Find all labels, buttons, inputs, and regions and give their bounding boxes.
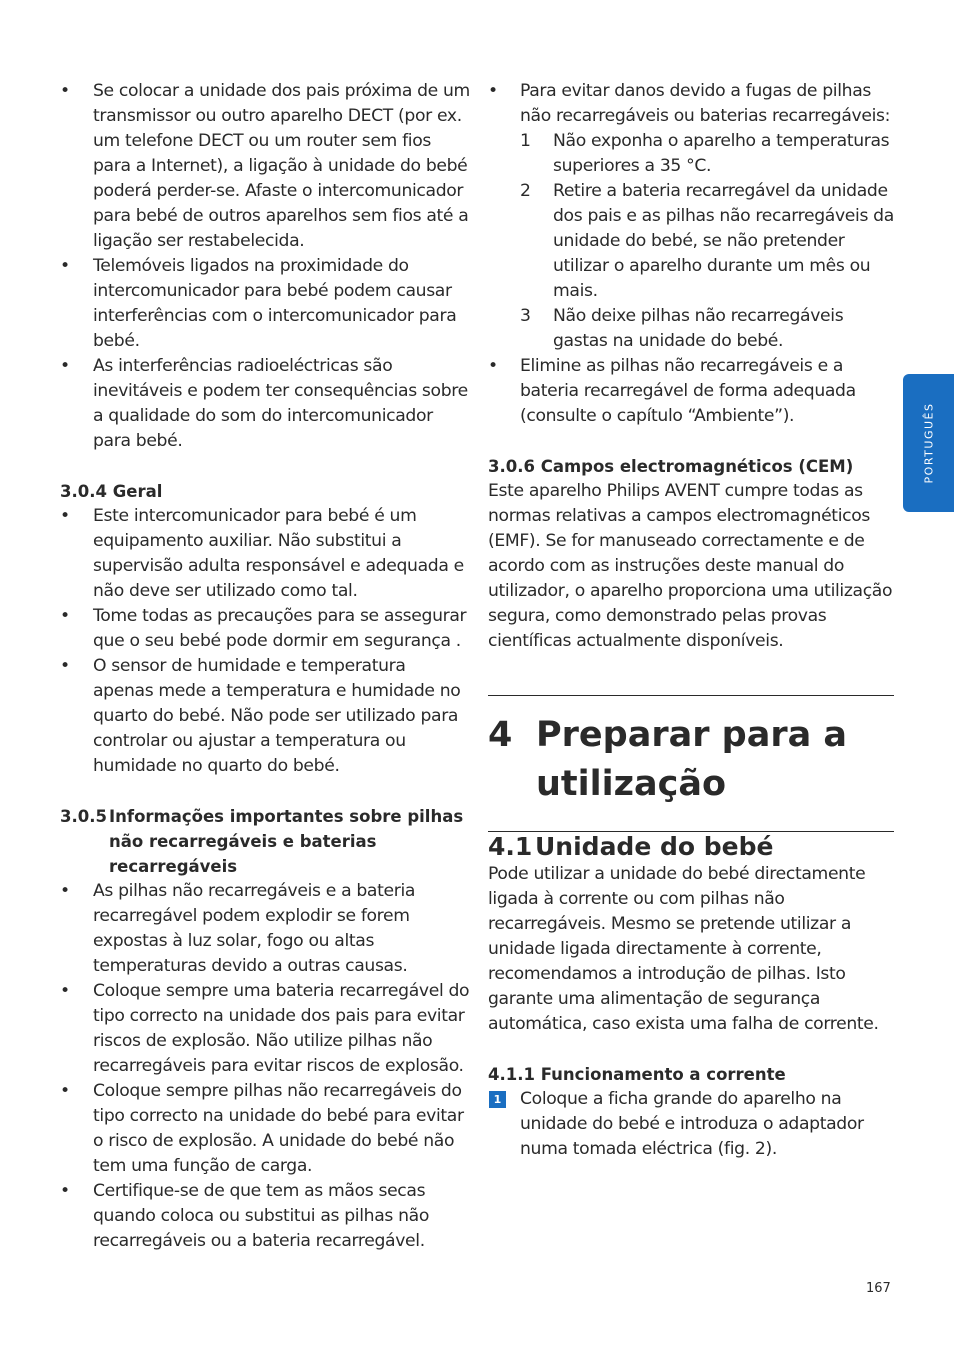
list-item: • Se colocar a unidade dos pais próxima de um transmissor ou outro aparelho DECT (por ex. um telefone DECT ou um router sem fios para a Internet), a ligação à unidade do bebé poderá perder-se. Afaste o intercomunicador para bebé de outros aparelhos sem fios até a ligação ser restabelecida.	[60, 81, 470, 251]
step-item: 1 Coloque a ficha grande do aparelho na unidade do bebé e introduza o adaptador numa tomada eléctrica (fig. 2).	[488, 1087, 894, 1162]
list-item: • As pilhas não recarregáveis e a bateria recarregável podem explodir se forem expostas à luz solar, fogo ou altas temperaturas devido a outras causas.	[60, 881, 416, 976]
section-heading-cem: 3.0.6 Campos electromagnéticos (CEM)	[488, 457, 854, 476]
list-item: • Coloque sempre uma bateria recarregável do tipo correcto na unidade dos pais para evitar riscos de explosão. Não utilize pilhas não recarregáveis para evitar riscos de explosão.	[60, 981, 470, 1076]
bullet-icon: •	[60, 1081, 70, 1101]
list-item: • O sensor de humidade e temperatura apenas mede a temperatura e humidade no quarto do bebé. Não pode ser utilizado para controlar ou ajustar a temperatura ou humidade no quarto do bebé.	[60, 656, 461, 776]
chapter-title: 4 Preparar para a utilização	[488, 715, 848, 804]
list-item: • Para evitar danos devido a fugas de pilhas não recarregáveis ou baterias recarregáveis:	[488, 81, 891, 126]
list-item: • As interferências radioeléctricas são inevitáveis e podem ter consequências sobre a qualidade do som do intercomunicador para bebé.	[60, 356, 468, 451]
list-item: • Certifique-se de que tem as mãos secas quando coloca ou substitui as pilhas não recarregáveis ou a bateria recarregável.	[60, 1181, 429, 1251]
language-tab: PORTUGUÊS	[903, 374, 954, 512]
section-heading-pilhas: 3.0.5 Informações importantes sobre pilhas não recarregáveis e baterias recarregáveis	[60, 807, 464, 876]
chapter-divider	[488, 695, 894, 696]
page-number: 167	[866, 1281, 891, 1296]
bullet-icon: •	[60, 606, 70, 626]
list-item: • Este intercomunicador para bebé é um equipamento auxiliar. Não substitui a supervisão adulta responsável e adequada e não deve ser utilizado como tal.	[60, 506, 464, 601]
bullet-icon: •	[60, 1181, 70, 1201]
numbered-item: 2 Retire a bateria recarregável da unidade dos pais e as pilhas não recarregáveis da unidade do bebé, se não pretender utilizar o aparelho durante um mês ou mais.	[520, 181, 894, 301]
list-item: • Elimine as pilhas não recarregáveis e a bateria recarregável de forma adequada (consulte o capítulo “Ambiente”).	[488, 356, 856, 426]
numbered-item: 3 Não deixe pilhas não recarregáveis gastas na unidade do bebé.	[520, 306, 844, 351]
left-column	[60, 79, 470, 1254]
list-item: • Tome todas as precauções para se assegurar que o seu bebé pode dormir em segurança .	[60, 606, 467, 651]
subsection-heading: 4.1.1 Funcionamento a corrente	[488, 1065, 786, 1084]
section-paragraph: Pode utilizar a unidade do bebé directamente ligada à corrente ou com pilhas não recarregáveis. Mesmo se pretende utilizar a unidade ligada directamente à corrente, recomendamos a introdução de pilhas. Isto garante uma alimentação de segurança automática, caso exista uma falha de corrente.	[488, 864, 879, 1034]
bullet-icon: •	[60, 506, 70, 526]
step-number-badge: 1	[489, 1091, 506, 1108]
list-item: • Coloque sempre pilhas não recarregáveis do tipo correcto na unidade do bebé para evitar o risco de explosão. A unidade do bebé não tem uma função de carga.	[60, 1081, 464, 1176]
right-column	[488, 79, 894, 1162]
bullet-icon: •	[60, 256, 70, 276]
numbered-list	[520, 129, 894, 354]
bullet-icon: •	[60, 981, 70, 1001]
bullet-icon: •	[60, 656, 70, 676]
cem-paragraph: Este aparelho Philips AVENT cumpre todas as normas relativas a campos electromagnéticos (EMF). Se for manuseado correctamente e de acordo com as instruções deste manual do utilizador, o aparelho proporciona uma utilização segura, como demonstrado pelas provas científicas actualmente disponíveis.	[488, 481, 893, 651]
section-title: 4.1 Unidade do bebé	[488, 832, 774, 861]
list-item: • Telemóveis ligados na proximidade do intercomunicador para bebé podem causar interferências com o intercomunicador para bebé.	[60, 256, 457, 351]
bullet-icon: •	[60, 356, 70, 376]
bullet-icon: •	[60, 881, 70, 901]
bullet-icon: •	[488, 356, 498, 376]
section-heading-geral: 3.0.4 Geral	[60, 482, 163, 501]
bullet-icon: •	[60, 81, 70, 101]
numbered-item: 1 Não exponha o aparelho a temperaturas superiores a 35 °C.	[520, 131, 890, 176]
bullet-icon: •	[488, 81, 498, 101]
